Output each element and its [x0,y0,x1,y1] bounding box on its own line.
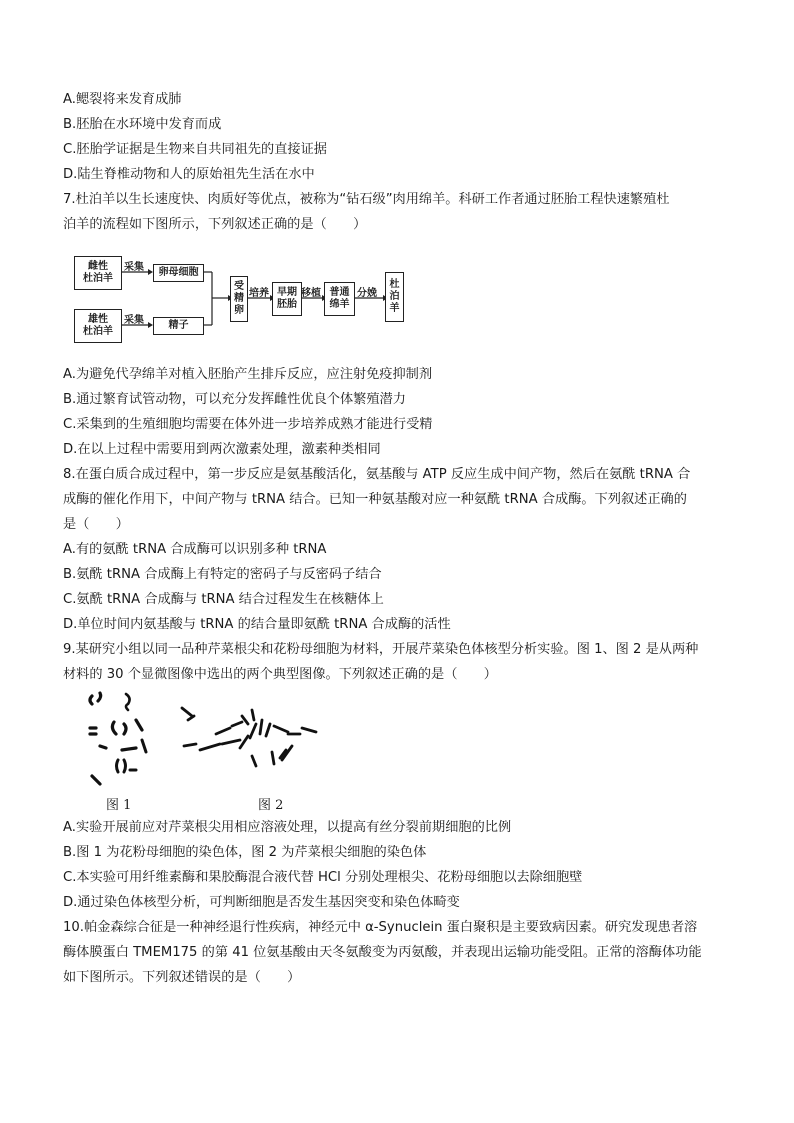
q8-option-b: B.氨酰 tRNA 合成酶上有特定的密码子与反密码子结合 [63,567,382,582]
q8-option-a: A.有的氨酰 tRNA 合成酶可以识别多种 tRNA [63,542,327,557]
collect-label-bottom: 采集 [124,315,144,326]
birth-label: 分娩 [357,288,377,299]
early-embryo-box: 早期 胚胎 [272,282,302,316]
zygote-box: 受 精 卵 [230,276,248,322]
q10-stem-line3: 如下图所示。下列叙述错误的是（ ） [63,970,301,985]
q10-stem-line1: 10.帕金森综合征是一种神经退行性疾病，神经元中 α-Synuclein 蛋白聚积是主要致病因素。研究发现患者溶 [63,920,698,935]
q8-option-c: C.氨酰 tRNA 合成酶与 tRNA 结合过程发生在核糖体上 [63,592,384,607]
collect-label-top: 采集 [124,262,144,273]
q9-stem-line1: 9.某研究小组以同一品种芹菜根尖和花粉母细胞为材料，开展芹菜染色体核型分析实验。图 1、图 2 是从两种 [63,642,699,657]
q8-stem-line2: 成酶的催化作用下，中间产物与 tRNA 结合。已知一种氨基酸对应一种氨酰 tRNA 合成酶。下列叙述正确的 [63,492,687,507]
q6-option-d: D.陆生脊椎动物和人的原始祖先生活在水中 [63,167,315,182]
q10-stem-line2: 酶体膜蛋白 TMEM175 的第 41 位氨基酸由天冬氨酸变为丙氨酸，并表现出运输功能受阻。正常的溶酶体功能 [63,945,702,960]
q7-stem-line1: 7.杜泊羊以生长速度快、肉质好等优点，被称为“钻石级”肉用绵羊。科研工作者通过胚胎工程快速繁殖杜 [63,192,670,207]
q9-option-c: C.本实验可用纤维素酶和果胶酶混合液代替 HCl 分别处理根尖、花粉母细胞以去除细胞壁 [63,870,583,885]
q9-option-d: D.通过染色体核型分析，可判断细胞是否发生基因突变和染色体畸变 [63,895,460,910]
transfer-label: 移植 [301,288,321,299]
ordinary-sheep-box: 普通 绵羊 [324,282,355,316]
sperm-box: 精子 [153,317,204,335]
figure-2-chromosomes [176,690,326,790]
q7-stem-line2: 泊羊的流程如下图所示，下列叙述正确的是（ ） [63,217,367,232]
figure-1-chromosomes [78,690,158,790]
culture-label: 培养 [249,288,269,299]
q7-option-a: A.为避免代孕绵羊对植入胚胎产生排斥反应，应注射免疫抑制剂 [63,367,433,382]
oocyte-box: 卵母细胞 [153,264,204,282]
figure-2-caption: 图 2 [258,798,284,813]
q7-option-c: C.采集到的生殖细胞均需要在体外进一步培养成熟才能进行受精 [63,417,433,432]
q6-option-b: B.胚胎在水环境中发育而成 [63,117,222,132]
q7-option-b: B.通过繁育试管动物，可以充分发挥雌性优良个体繁殖潜力 [63,392,406,407]
q9-stem-line2: 材料的 30 个显微图像中选出的两个典型图像。下列叙述正确的是（ ） [63,667,497,682]
q8-stem-line3: 是（ ） [63,517,129,532]
male-dorper-sheep-box: 雄性 杜泊羊 [74,309,122,343]
q8-stem-line1: 8.在蛋白质合成过程中，第一步反应是氨基酸活化，氨基酸与 ATP 反应生成中间产物，然后在氨酰 tRNA 合 [63,467,691,482]
q7-option-d: D.在以上过程中需要用到两次激素处理，激素种类相同 [63,442,381,457]
q6-option-a: A.鳃裂将来发育成肺 [63,92,182,107]
q6-option-c: C.胚胎学证据是生物来自共同祖先的直接证据 [63,142,327,157]
q9-option-b: B.图 1 为花粉母细胞的染色体，图 2 为芹菜根尖细胞的染色体 [63,845,427,860]
q9-option-a: A.实验开展前应对芹菜根尖用相应溶液处理，以提高有丝分裂前期细胞的比例 [63,820,512,835]
result-dorper-box: 杜 泊 羊 [385,272,404,322]
embryo-engineering-flowchart [72,250,417,350]
figure-1-caption: 图 1 [106,798,132,813]
q8-option-d: D.单位时间内氨基酸与 tRNA 的结合量即氨酰 tRNA 合成酶的活性 [63,617,451,632]
female-dorper-sheep-box: 雌性 杜泊羊 [74,256,122,290]
